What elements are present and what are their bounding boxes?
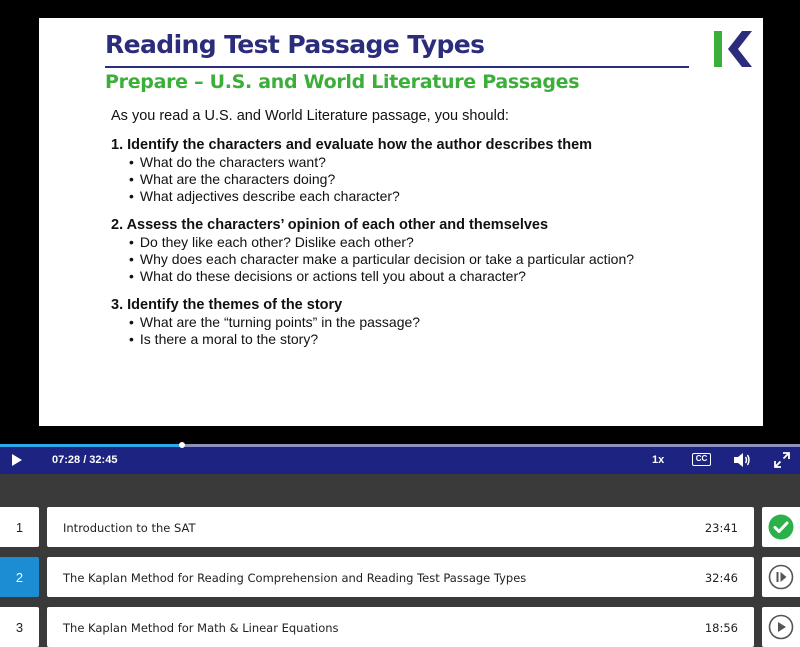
lesson-number: 3 xyxy=(0,607,39,647)
play-icon[interactable] xyxy=(10,453,24,467)
bullet-item: • Is there a moral to the story? xyxy=(129,331,731,348)
playlist-row[interactable] xyxy=(0,507,800,547)
slide-intro: As you read a U.S. and World Literature passage, you should: xyxy=(111,108,509,124)
bullet-item: • Do they like each other? Dislike each other? xyxy=(129,234,731,251)
lesson-card[interactable] xyxy=(47,607,754,647)
bullet-item: • What adjectives describe each character? xyxy=(129,188,731,205)
bullet-list xyxy=(111,234,731,285)
progress-fill xyxy=(0,444,182,447)
progress-handle[interactable] xyxy=(179,442,185,448)
slide-body xyxy=(111,108,731,360)
player-controls xyxy=(0,444,800,474)
lesson-status[interactable] xyxy=(762,557,800,597)
slide-subtitle: Prepare – U.S. and World Literature Passages xyxy=(105,71,580,93)
section-heading: 2. Assess the characters’ opinion of each other and themselves xyxy=(111,217,549,233)
lesson-status xyxy=(762,507,800,547)
lesson-title: Introduction to the SAT xyxy=(63,521,196,535)
play-pause-circle-icon[interactable] xyxy=(768,564,794,590)
bullet-item: • What do these decisions or actions tell you about a character? xyxy=(129,268,731,285)
slide-section xyxy=(111,137,731,205)
lesson-card[interactable] xyxy=(47,557,754,597)
title-divider xyxy=(105,66,689,68)
slide-section xyxy=(111,297,731,348)
bullet-item: • What do the characters want? xyxy=(129,154,731,171)
kaplan-k-logo-icon xyxy=(712,30,752,68)
playlist-row[interactable] xyxy=(0,607,800,647)
lesson-number: 1 xyxy=(0,507,39,547)
time-display: 07:28 / 32:45 xyxy=(52,454,118,466)
lecture-slide xyxy=(39,18,763,426)
bullet-item: • Why does each character make a particular decision or take a particular action? xyxy=(129,251,731,268)
bullet-item: • What are the “turning points” in the passage? xyxy=(129,314,731,331)
bullet-list xyxy=(111,154,731,205)
play-circle-icon[interactable] xyxy=(768,614,794,640)
lesson-status[interactable] xyxy=(762,607,800,647)
progress-bar[interactable] xyxy=(0,444,800,447)
lesson-title: The Kaplan Method for Math & Linear Equations xyxy=(63,621,339,635)
lesson-duration: 23:41 xyxy=(704,521,738,535)
playlist-row[interactable] xyxy=(0,557,800,597)
playback-speed-button[interactable]: 1x xyxy=(652,454,665,466)
fullscreen-icon[interactable] xyxy=(774,452,790,468)
lesson-title: The Kaplan Method for Reading Comprehension and Reading Test Passage Types xyxy=(63,571,527,585)
section-heading: 3. Identify the themes of the story xyxy=(111,297,343,313)
bullet-list xyxy=(111,314,731,348)
slide-title: Reading Test Passage Types xyxy=(105,30,485,59)
lesson-duration: 18:56 xyxy=(704,621,738,635)
lesson-duration: 32:46 xyxy=(704,571,738,585)
check-circle-icon xyxy=(768,514,794,540)
lesson-card[interactable] xyxy=(47,507,754,547)
bullet-item: • What are the characters doing? xyxy=(129,171,731,188)
volume-icon[interactable] xyxy=(733,452,751,468)
slide-section xyxy=(111,217,731,285)
lesson-number: 2 xyxy=(0,557,39,597)
closed-captions-button[interactable]: CC xyxy=(692,453,711,466)
section-heading: 1. Identify the characters and evaluate how the author describes them xyxy=(111,137,593,153)
